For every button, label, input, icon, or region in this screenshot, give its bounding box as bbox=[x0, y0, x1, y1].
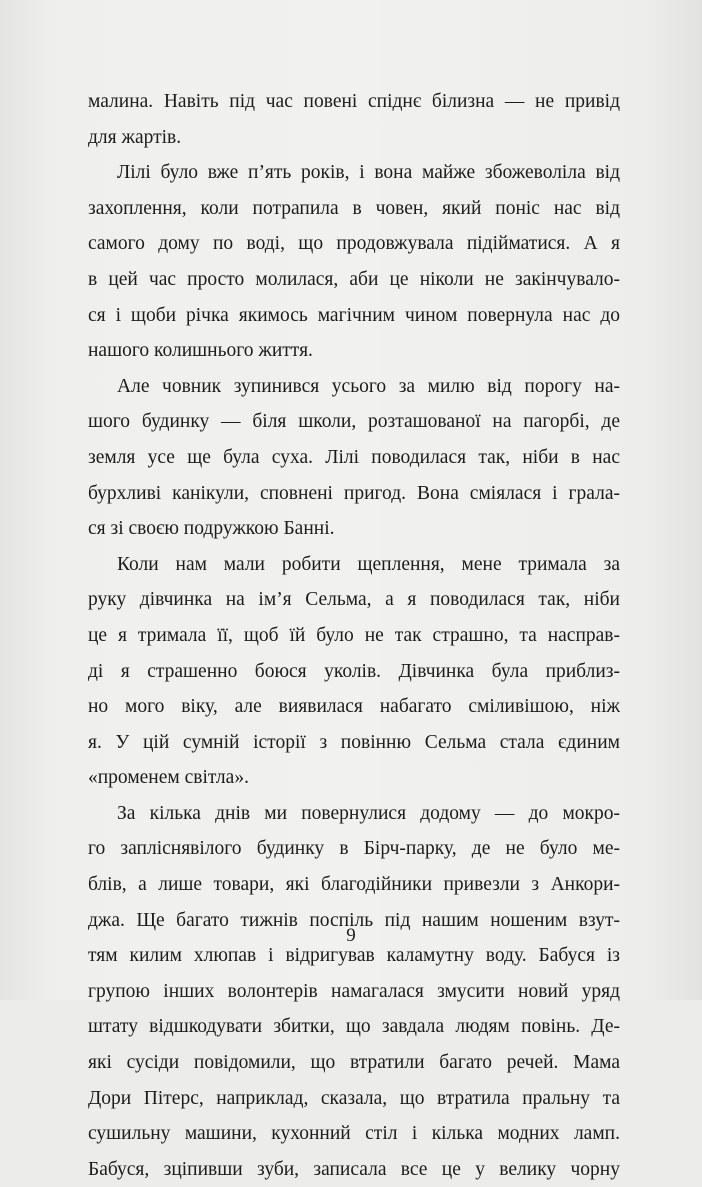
text-line: «променем світла». bbox=[88, 767, 249, 789]
paragraph bbox=[88, 796, 620, 1187]
text-line: тям килим хлюпав і відригував каламутну воду. Бабуся із bbox=[88, 945, 620, 967]
text-line: блів, а лише товари, які благодійники привезли з Анкори- bbox=[88, 874, 620, 896]
text-line: ся зі своєю подружкою Банні. bbox=[88, 518, 335, 540]
text-line: самого дому по воді, що продовжувала підійматися. А я bbox=[88, 233, 620, 255]
text-line: які сусіди повідомили, що втратили багато речей. Мама bbox=[88, 1052, 620, 1074]
text-line: Бабуся, зціпивши зуби, записала все це у велику чорну bbox=[88, 1158, 620, 1180]
paragraph bbox=[88, 369, 620, 547]
text-line: джа. Ще багато тижнів поспіль під нашим ношеним взут- bbox=[88, 909, 620, 931]
text-line: малина. Навіть під час повені спіднє білизна — не привід bbox=[88, 91, 620, 112]
text-line: го запліснявілого будинку в Бірч-парку, де не було ме- bbox=[88, 838, 620, 860]
text-line: бурхливі канікули, сповнені пригод. Вона сміялася і грала- bbox=[88, 482, 620, 504]
text-line: земля усе ще була суха. Лілі поводилася так, ніби в нас bbox=[88, 446, 620, 468]
text-line: Лілі було вже п’ять років, і вона майже збожеволіла від bbox=[117, 162, 620, 184]
paragraph bbox=[88, 84, 620, 155]
text-line: це я тримала її, щоб їй було не так страшно, та насправ- bbox=[88, 624, 620, 646]
text-line: Дори Пітерс, наприклад, сказала, що втратила пральну та bbox=[88, 1087, 620, 1109]
text-line: в цей час просто молилася, аби це ніколи не закінчувало- bbox=[88, 268, 620, 290]
text-line: Але човник зупинився усього за милю від порогу на- bbox=[117, 375, 620, 397]
text-line: руку дівчинка на ім’я Сельма, а я поводилася так, ніби bbox=[88, 589, 620, 611]
text-line: ся і щоби річка якимось магічним чином повернула нас до bbox=[88, 304, 620, 326]
text-line: нашого колишнього життя. bbox=[88, 340, 313, 362]
body-text bbox=[88, 84, 620, 1187]
text-line: но мого віку, але виявилася набагато сміливішою, ніж bbox=[88, 696, 620, 718]
text-line: групою інших волонтерів намагалася змусити новий уряд bbox=[88, 980, 620, 1002]
text-line: захоплення, коли потрапила в човен, який поніс нас від bbox=[88, 197, 620, 219]
text-line: штату відшкодувати збитки, що завдала людям повінь. Де- bbox=[88, 1016, 620, 1038]
page-number: 9 bbox=[346, 925, 356, 946]
text-line: сушильну машини, кухонний стіл і кілька модних ламп. bbox=[88, 1123, 620, 1145]
text-line: За кілька днів ми повернулися додому — до мокро- bbox=[117, 802, 620, 824]
paragraph bbox=[88, 547, 620, 796]
text-line: для жартів. bbox=[88, 126, 182, 148]
text-line: я. У цій сумній історії з повінню Сельма стала єдиним bbox=[88, 731, 620, 753]
paragraph bbox=[88, 155, 620, 369]
text-line: шого будинку — біля школи, розташованої на пагорбі, де bbox=[88, 411, 620, 433]
text-line: ді я страшенно боюся уколів. Дівчинка була приблиз- bbox=[88, 660, 620, 682]
text-line: Коли нам мали робити щеплення, мене тримала за bbox=[117, 553, 620, 575]
